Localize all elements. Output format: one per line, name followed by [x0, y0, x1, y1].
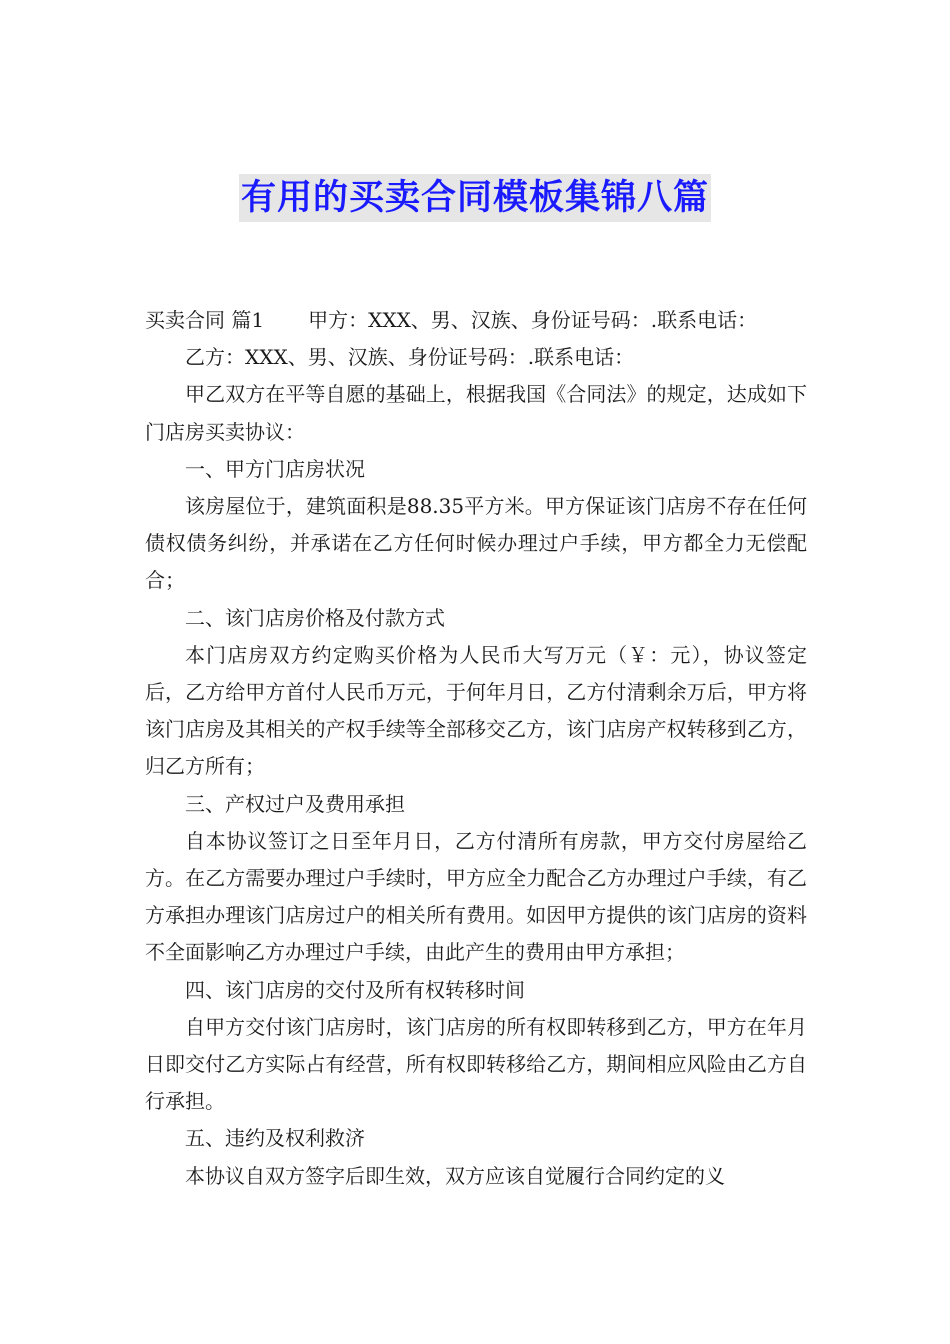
paragraph-party-b: 乙方：XXX、男、汉族、身份证号码：.联系电话：	[185, 345, 635, 370]
document-body	[145, 302, 807, 1195]
heading-section-3: 三、产权过户及费用承担	[185, 791, 405, 816]
heading-section-1: 一、甲方门店房状况	[185, 456, 365, 481]
paragraph-preamble: 甲乙双方在平等自愿的基础上，根据我国《合同法》的规定，达成如下门店房买卖协议：	[145, 382, 807, 444]
paragraph-party-a	[145, 302, 807, 339]
paragraph-section-3: 自本协议签订之日至年月日，乙方付清所有房款，甲方交付房屋给乙方。在乙方需要办理过户手续时，甲方应全力配合乙方办理过户手续，有乙方承担办理该门店房过户的相关所有费用。如因甲方提供的该门店房的资料不全面影响乙方办理过户手续，由此产生的费用由甲方承担；	[145, 828, 807, 965]
section-lead: 买卖合同 篇1	[145, 308, 265, 332]
heading-section-4: 四、该门店房的交付及所有权转移时间	[185, 977, 525, 1002]
heading-section-2: 二、该门店房价格及付款方式	[185, 605, 445, 630]
paragraph-section-1: 该房屋位于，建筑面积是88.35平方米。甲方保证该门店房不存在任何债权债务纠纷，并承诺在乙方任何时候办理过户手续，甲方都全力无偿配合；	[145, 494, 807, 593]
heading-section-5: 五、违约及权利救济	[185, 1126, 365, 1151]
party-a-text: 甲方：XXX、男、汉族、身份证号码：.联系电话：	[308, 308, 758, 332]
document-title: 有用的买卖合同模板集锦八篇	[239, 174, 711, 222]
paragraph-section-2: 本门店房双方约定购买价格为人民币大写万元（￥：元），协议签定后，乙方给甲方首付人民币万元，于何年月日，乙方付清剩余万后，甲方将该门店房及其相关的产权手续等全部移交乙方，该门店房产权转移到乙方，归乙方所有；	[145, 642, 807, 779]
title-container	[0, 174, 950, 222]
paragraph-section-5: 本协议自双方签字后即生效，双方应该自觉履行合同约定的义	[185, 1163, 725, 1188]
paragraph-section-4: 自甲方交付该门店房时，该门店房的所有权即转移到乙方，甲方在年月日即交付乙方实际占有经营，所有权即转移给乙方，期间相应风险由乙方自行承担。	[145, 1014, 807, 1114]
